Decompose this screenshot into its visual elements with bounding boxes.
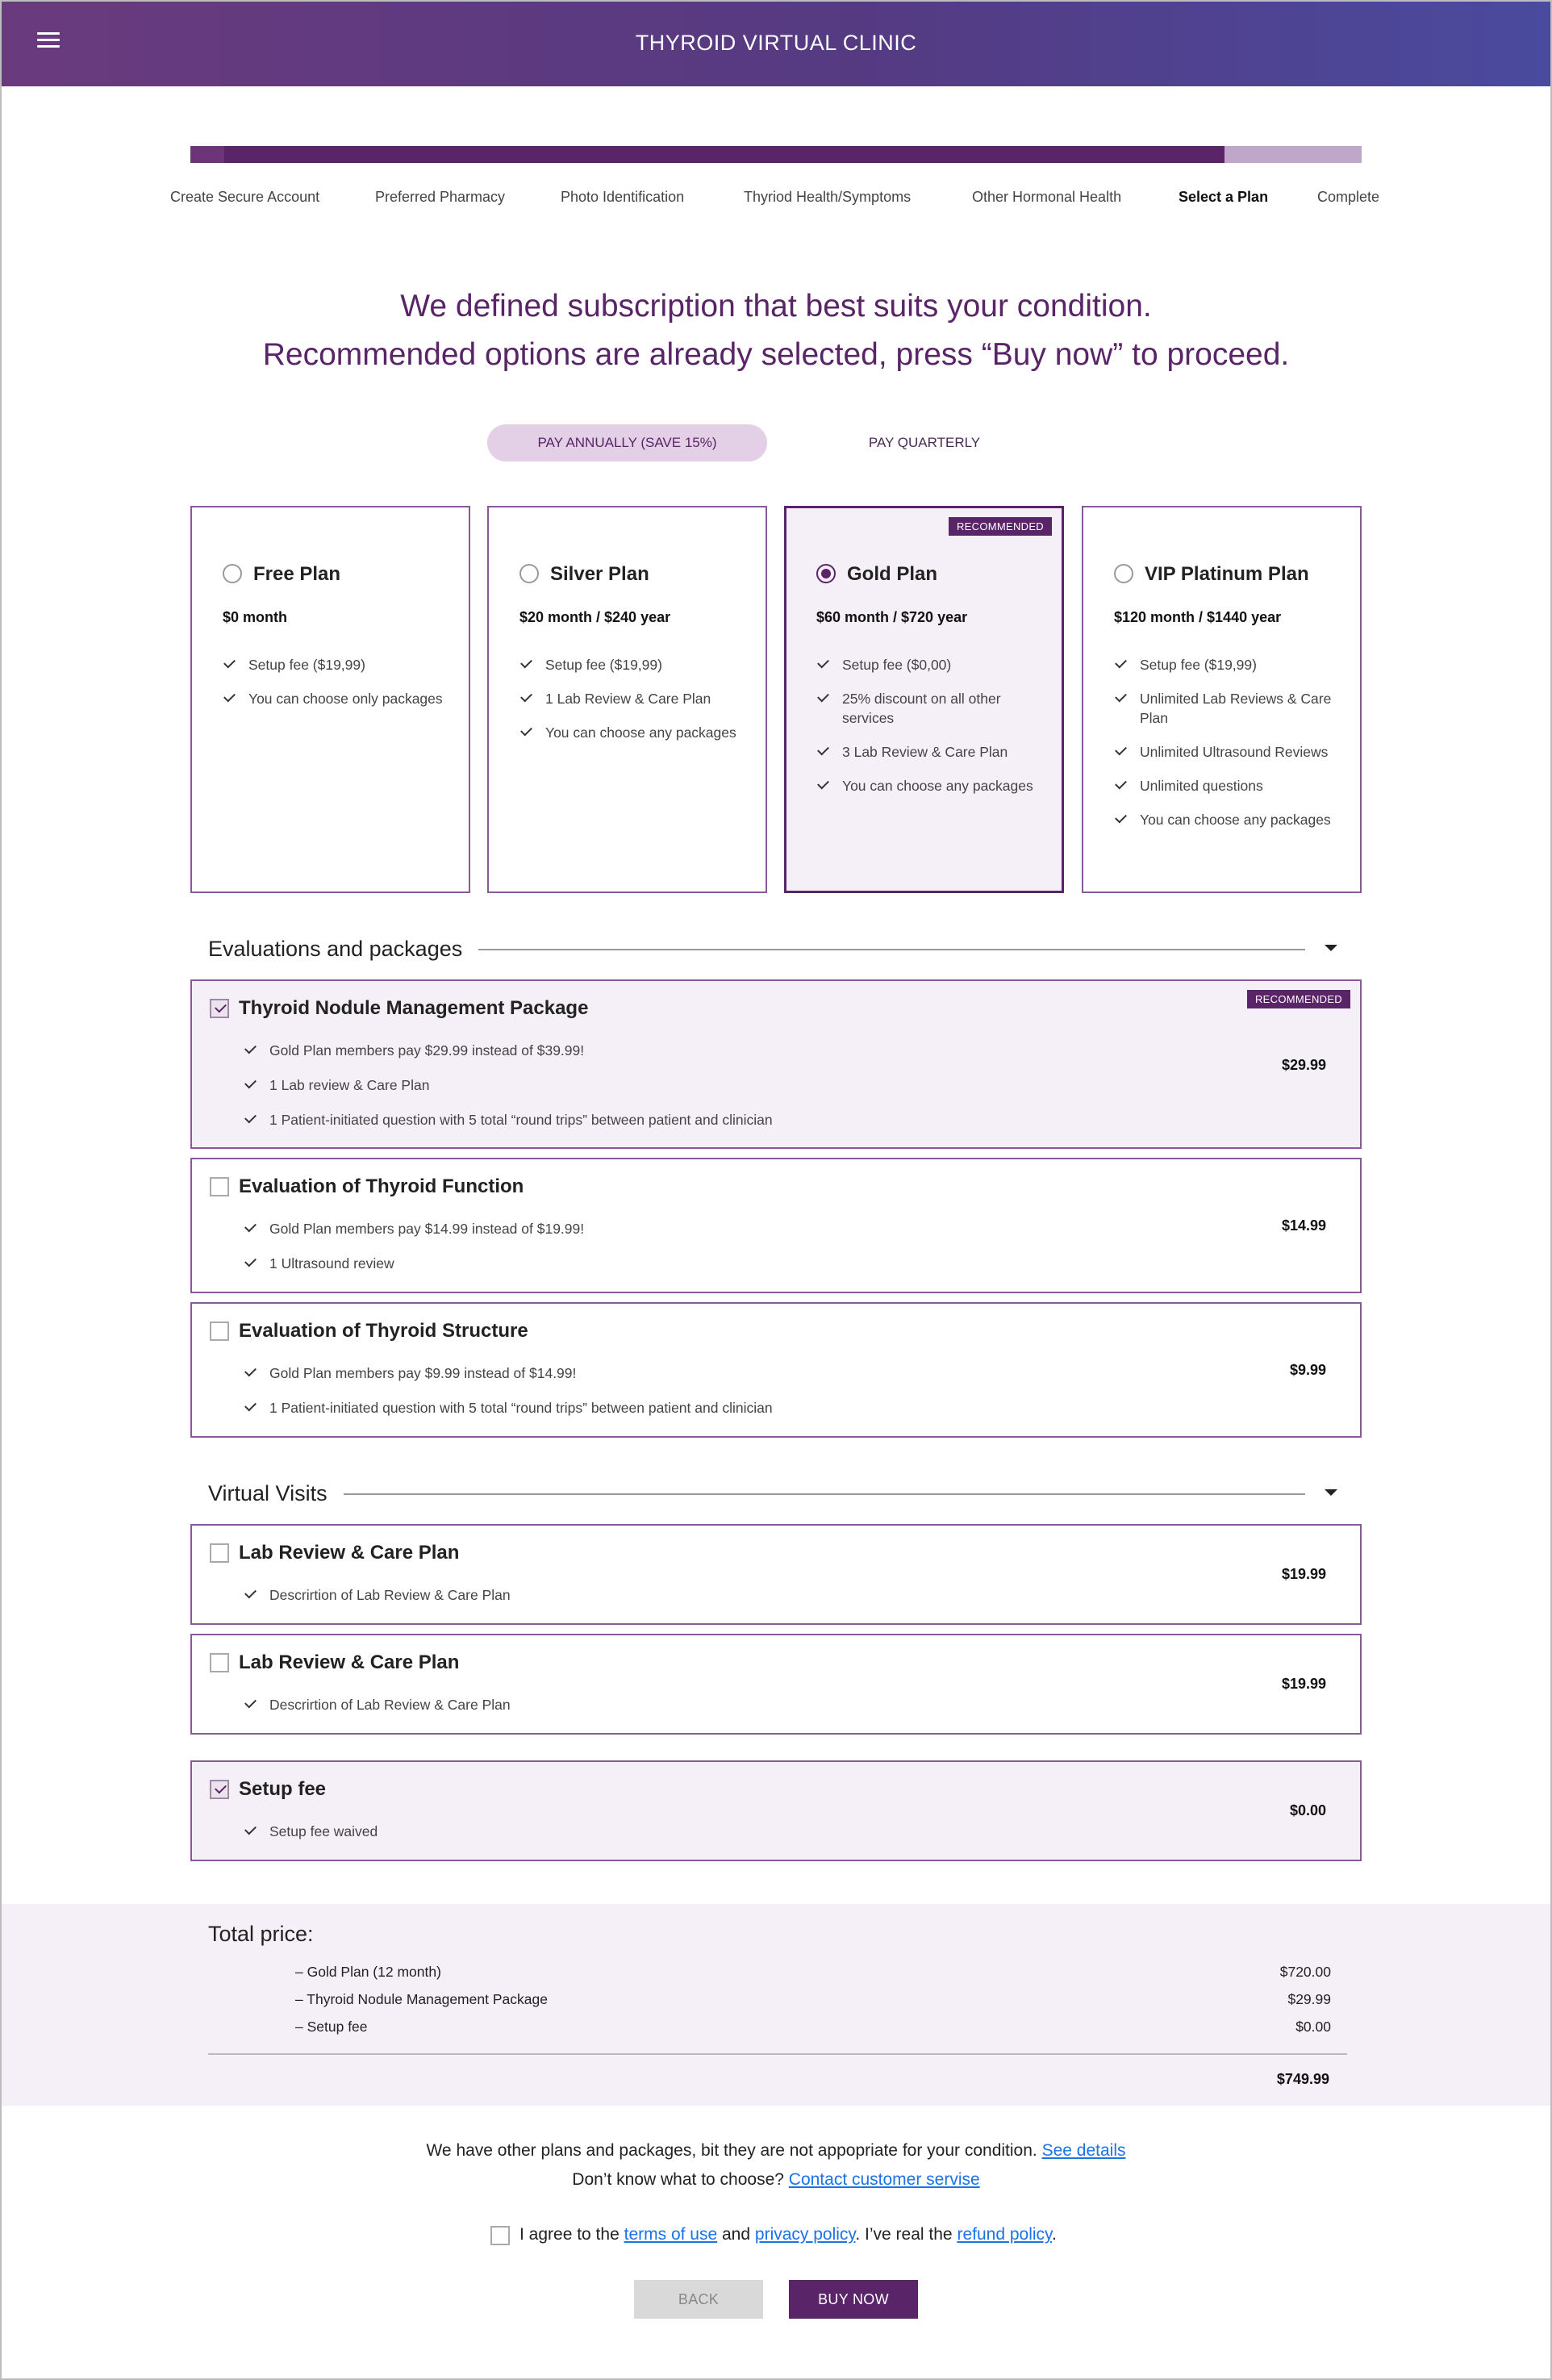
- check-icon: [244, 1400, 257, 1412]
- evaluations-section-header: [208, 933, 1345, 965]
- visit-price: $19.99: [1281, 1676, 1326, 1692]
- plan-feature: 3 Lab Review & Care Plan: [816, 742, 1047, 762]
- check-icon: [223, 691, 236, 703]
- visit-feature: Descrirtion of Lab Review & Care Plan: [244, 1695, 511, 1730]
- plan-name: Gold Plan: [847, 563, 938, 585]
- total-row: – Gold Plan (12 month) $720.00: [295, 1964, 1331, 1980]
- refund-policy-link[interactable]: refund policy: [957, 2225, 1052, 2244]
- package-title: Thyroid Nodule Management Package: [239, 997, 589, 1019]
- step-preferred-pharmacy[interactable]: Preferred Pharmacy: [375, 189, 506, 205]
- step-other-hormonal-health[interactable]: Other Hormonal Health: [972, 189, 1122, 205]
- plan-card-vip-platinum[interactable]: [1082, 506, 1362, 893]
- visit-checkbox[interactable]: [210, 1543, 229, 1563]
- visit-lab-review-2[interactable]: [190, 1634, 1362, 1735]
- plan-radio[interactable]: [519, 564, 539, 583]
- package-thyroid-nodule[interactable]: [190, 979, 1362, 1149]
- check-icon: [244, 1587, 257, 1599]
- buy-now-button[interactable]: BUY NOW: [789, 2280, 918, 2319]
- plan-price: $120 month / $1440 year: [1114, 609, 1282, 625]
- check-icon: [223, 657, 236, 669]
- plan-feature: Setup fee ($19,99): [223, 655, 454, 674]
- plan-price: $0 month: [223, 609, 288, 625]
- package-feature: Gold Plan members pay $29.99 instead of $39.99!: [244, 1041, 773, 1075]
- package-checkbox[interactable]: [210, 1177, 229, 1196]
- check-icon: [244, 1221, 257, 1233]
- plan-name: Silver Plan: [550, 563, 649, 585]
- contact-support-link[interactable]: Contact customer servise: [788, 2170, 980, 2189]
- recommended-badge: RECOMMENDED: [1247, 990, 1350, 1008]
- plan-card-silver[interactable]: [487, 506, 767, 893]
- recommended-badge: RECOMMENDED: [949, 517, 1052, 536]
- check-icon: [244, 1042, 257, 1054]
- step-complete[interactable]: Complete: [1317, 189, 1380, 205]
- agree-text: I agree to the terms of use and privacy policy. I’ve real the refund policy.: [519, 2225, 1057, 2244]
- back-button[interactable]: BACK: [634, 2280, 763, 2319]
- total-divider: [208, 2053, 1347, 2055]
- check-icon: [1115, 778, 1127, 790]
- check-icon: [244, 1077, 257, 1089]
- plan-feature: You can choose only packages: [223, 689, 454, 708]
- check-icon: [520, 657, 532, 669]
- setup-fee-feature: Setup fee waived: [244, 1822, 378, 1856]
- plan-feature: You can choose any packages: [519, 723, 751, 742]
- other-plans-note: We have other plans and packages, bit they are not appopriate for your condition. See details: [426, 2141, 1126, 2160]
- plan-feature: 25% discount on all other services: [816, 689, 1047, 728]
- visit-title: Lab Review & Care Plan: [239, 1651, 460, 1673]
- check-icon: [817, 778, 829, 790]
- check-icon: [817, 657, 829, 669]
- divider: [208, 1493, 1305, 1495]
- pay-quarterly-toggle[interactable]: PAY QUARTERLY: [868, 435, 981, 450]
- check-icon: [1115, 691, 1127, 703]
- package-feature: 1 Patient-initiated question with 5 total “round trips” between patient and clinician: [244, 1110, 773, 1145]
- plan-feature: Setup fee ($19,99): [519, 655, 751, 674]
- visit-lab-review-1[interactable]: [190, 1524, 1362, 1625]
- package-thyroid-function[interactable]: [190, 1158, 1362, 1293]
- visit-feature: Descrirtion of Lab Review & Care Plan: [244, 1585, 511, 1620]
- plan-radio[interactable]: [1114, 564, 1133, 583]
- check-icon: [817, 691, 829, 703]
- package-checkbox[interactable]: [210, 1322, 229, 1341]
- grand-total: $749.99: [1276, 2071, 1329, 2087]
- virtual-visits-section-header: [208, 1477, 1345, 1509]
- help-note: Don’t know what to choose? Contact customer servise: [572, 2170, 980, 2189]
- collapse-caret-icon[interactable]: [1325, 945, 1337, 951]
- check-icon: [520, 691, 532, 703]
- headline-line-1: We defined subscription that best suits your condition.: [400, 289, 1152, 324]
- package-feature: 1 Lab review & Care Plan: [244, 1075, 773, 1110]
- visit-checkbox[interactable]: [210, 1653, 229, 1672]
- check-icon: [244, 1823, 257, 1835]
- plan-feature: Unlimited Ultrasound Reviews: [1114, 742, 1345, 762]
- step-photo-identification[interactable]: Photo Identification: [561, 189, 685, 205]
- package-feature: Gold Plan members pay $14.99 instead of $19.99!: [244, 1219, 584, 1254]
- step-select-plan[interactable]: Select a Plan: [1179, 189, 1269, 205]
- total-price-panel: [2, 1904, 1550, 2106]
- terms-of-use-link[interactable]: terms of use: [624, 2225, 718, 2244]
- plan-name: VIP Platinum Plan: [1145, 563, 1309, 585]
- app-header: [2, 2, 1550, 86]
- pay-annually-toggle[interactable]: PAY ANNUALLY (SAVE 15%): [487, 424, 767, 461]
- progress-fill: [190, 146, 1224, 163]
- plan-feature: Unlimited questions: [1114, 776, 1345, 795]
- check-icon: [244, 1697, 257, 1709]
- step-thyroid-health[interactable]: Thyriod Health/Symptoms: [744, 189, 912, 205]
- step-create-account[interactable]: Create Secure Account: [170, 189, 320, 205]
- section-title: Virtual Visits: [208, 1477, 344, 1509]
- app-title: THYROID VIRTUAL CLINIC: [635, 31, 917, 55]
- plan-radio-selected[interactable]: [816, 564, 836, 583]
- visit-price: $19.99: [1281, 1566, 1326, 1582]
- plan-feature: Setup fee ($19,99): [1114, 655, 1345, 674]
- plan-card-gold[interactable]: [784, 506, 1064, 893]
- check-icon: [1115, 657, 1127, 669]
- agree-checkbox[interactable]: [490, 2226, 510, 2245]
- setup-fee-title: Setup fee: [239, 1778, 327, 1800]
- headline-line-2: Recommended options are already selected, press “Buy now” to proceed.: [262, 337, 1290, 372]
- package-checkbox-checked[interactable]: [210, 999, 229, 1018]
- package-title: Evaluation of Thyroid Structure: [239, 1320, 528, 1342]
- plan-price: $20 month / $240 year: [519, 609, 671, 625]
- check-icon: [244, 1365, 257, 1377]
- check-icon: [817, 744, 829, 756]
- check-icon: [1115, 812, 1127, 824]
- total-row: – Thyroid Nodule Management Package $29.99: [295, 1991, 1331, 2007]
- see-details-link[interactable]: See details: [1041, 2141, 1126, 2160]
- step-nav: [0, 189, 1552, 213]
- plan-feature: Unlimited Lab Reviews & Care Plan: [1114, 689, 1345, 728]
- privacy-policy-link[interactable]: privacy policy: [754, 2225, 856, 2244]
- package-price: $9.99: [1289, 1362, 1326, 1378]
- plan-radio[interactable]: [223, 564, 242, 583]
- package-feature: 1 Patient-initiated question with 5 total “round trips” between patient and clinician: [244, 1398, 773, 1433]
- plan-name: Free Plan: [253, 563, 341, 585]
- setup-fee-price: $0.00: [1289, 1802, 1326, 1818]
- package-thyroid-structure[interactable]: [190, 1302, 1362, 1438]
- check-icon: [1115, 744, 1127, 756]
- total-title: Total price:: [208, 1922, 314, 1946]
- check-icon: [244, 1112, 257, 1124]
- setup-fee-checkbox-checked[interactable]: [210, 1780, 229, 1799]
- plan-feature: Setup fee ($0,00): [816, 655, 1047, 674]
- collapse-caret-icon[interactable]: [1325, 1489, 1337, 1496]
- plan-feature: You can choose any packages: [816, 776, 1047, 795]
- plan-card-free[interactable]: [190, 506, 470, 893]
- progress-bar: [190, 146, 1362, 163]
- package-price: $14.99: [1281, 1217, 1326, 1234]
- package-feature: Gold Plan members pay $9.99 instead of $14.99!: [244, 1363, 773, 1398]
- package-title: Evaluation of Thyroid Function: [239, 1175, 524, 1197]
- plan-feature: You can choose any packages: [1114, 810, 1345, 829]
- plan-feature: 1 Lab Review & Care Plan: [519, 689, 751, 708]
- total-row: – Setup fee $0.00: [295, 2019, 1331, 2035]
- check-icon: [520, 724, 532, 737]
- package-feature: 1 Ultrasound review: [244, 1254, 584, 1288]
- plan-price: $60 month / $720 year: [816, 609, 968, 625]
- setup-fee-item[interactable]: [190, 1760, 1362, 1861]
- package-price: $29.99: [1281, 1057, 1326, 1073]
- visit-title: Lab Review & Care Plan: [239, 1542, 460, 1564]
- section-title: Evaluations and packages: [208, 933, 478, 965]
- progress-start-segment: [190, 146, 224, 163]
- check-icon: [244, 1255, 257, 1267]
